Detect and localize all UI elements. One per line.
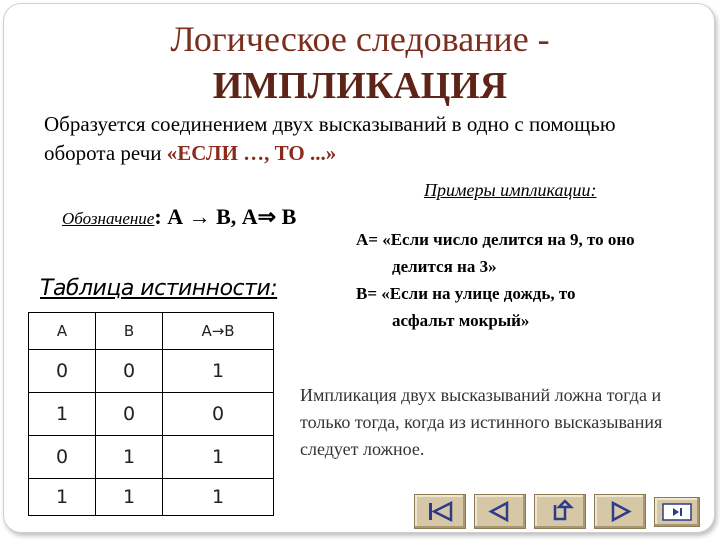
example-b-line1: В= «Если на улице дождь, то (356, 284, 576, 303)
cell: 1 (29, 393, 96, 436)
header-b: B (96, 313, 163, 350)
table-row (29, 393, 274, 436)
example-b-line2: асфальт мокрый» (392, 311, 530, 330)
cell: 0 (29, 350, 96, 393)
examples-block (356, 226, 716, 334)
example-a-line2: делится на 3» (392, 257, 497, 276)
truth-table-label: Таблица истинности: (40, 276, 278, 301)
cell: 0 (96, 393, 163, 436)
truth-table (28, 312, 274, 516)
cell: 0 (96, 350, 163, 393)
notation-colon: : (154, 204, 162, 229)
examples-label: Примеры импликации: (424, 180, 597, 200)
cell: 1 (96, 479, 163, 516)
slide-title-line1: Логическое следование - (170, 19, 550, 59)
cell: 0 (29, 436, 96, 479)
notation-label: Обозначение (62, 209, 155, 228)
intro-highlight: «ЕСЛИ …, ТО ...» (166, 141, 337, 165)
end-show-icon (655, 498, 699, 526)
end-show-button[interactable] (654, 497, 700, 527)
cell: 0 (163, 393, 274, 436)
first-slide-icon (415, 495, 465, 528)
truth-table-header (29, 313, 274, 350)
cell: 1 (163, 350, 274, 393)
cell: 1 (163, 436, 274, 479)
cell: 1 (96, 436, 163, 479)
table-row (29, 479, 274, 516)
header-a-implies-b: A→B (163, 313, 274, 350)
notation-formula: А → В, А⇒ В (161, 204, 297, 229)
table-row (29, 436, 274, 479)
intro-text (44, 110, 684, 168)
return-button[interactable] (534, 494, 586, 529)
table-row (29, 350, 274, 393)
cell: 1 (29, 479, 96, 516)
example-a-line1: А= «Если число делится на 9, то оно (356, 230, 635, 249)
next-slide-button[interactable] (594, 494, 646, 529)
previous-slide-button[interactable] (474, 494, 526, 529)
header-a: A (29, 313, 96, 350)
next-slide-icon (595, 495, 645, 528)
intro-plain: Образуется соединением двух высказываний в одно с помощью оборота речи (44, 112, 616, 165)
return-icon (535, 495, 585, 528)
previous-slide-icon (475, 495, 525, 528)
slide-title-line2: ИМПЛИКАЦИЯ (212, 65, 508, 107)
notation (62, 204, 296, 230)
cell: 1 (163, 479, 274, 516)
first-slide-button[interactable] (414, 494, 466, 529)
implication-note: Импликация двух высказываний ложна тогда и только тогда, когда из истинного высказывания следует ложное. (300, 385, 663, 459)
